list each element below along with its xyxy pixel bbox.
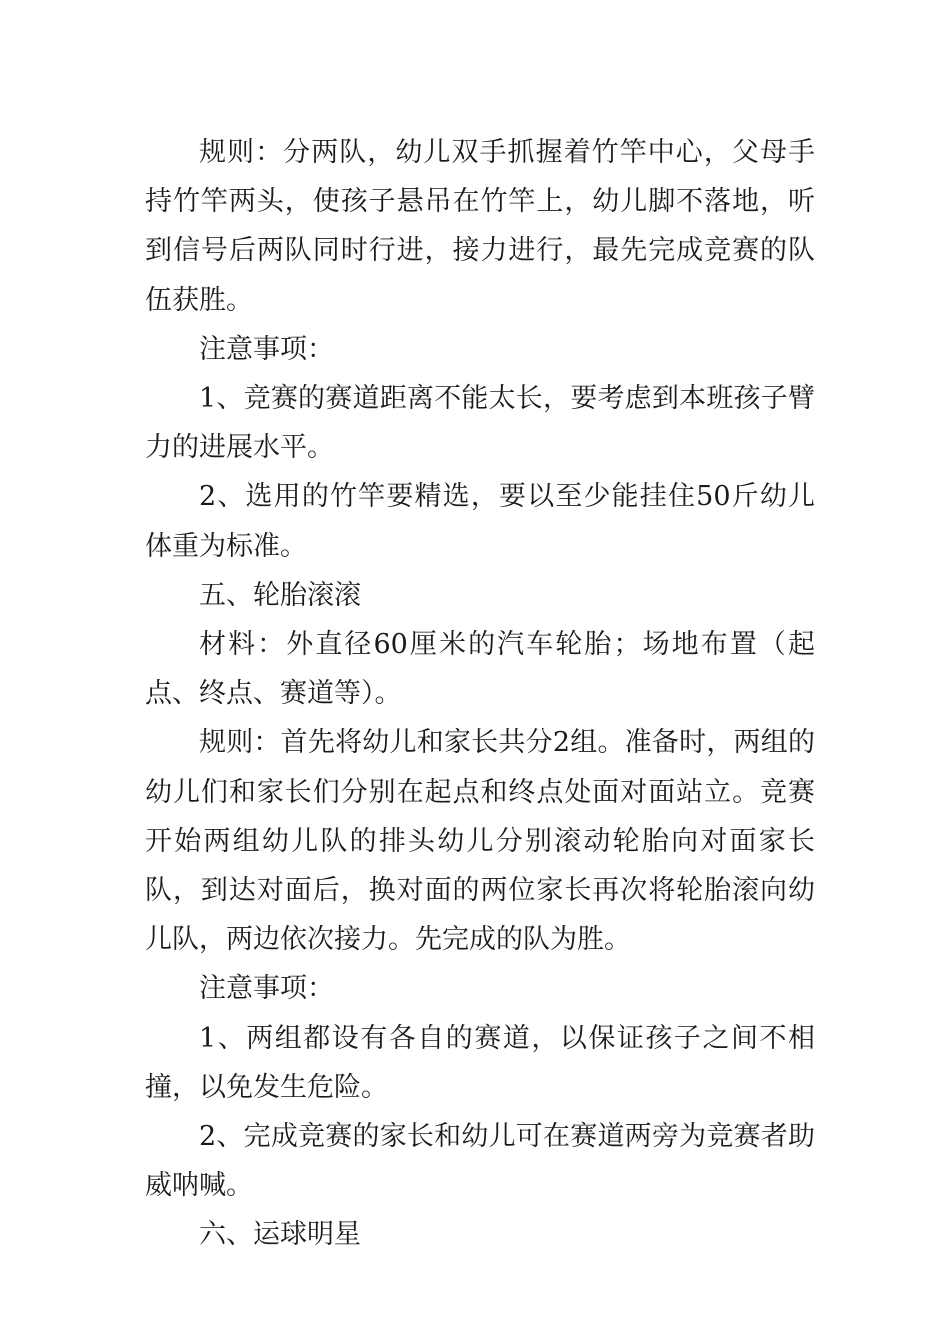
note-item-1: 1、竞赛的赛道距离不能太长，要考虑到本班孩子臂力的进展水平。	[145, 383, 815, 464]
rules-paragraph-tires: 规则：首先将幼儿和家长共分2组。准备时，两组的幼儿们和家长们分别在起点和终点处面对面站立。竞赛开始两组幼儿队的排头幼儿分别滚动轮胎向对面家长队，到达对面后，换对面的两位家长再次将轮胎滚向幼儿队，两边依次接力。先完成的队为胜。	[145, 727, 815, 956]
notes-heading: 注意事项：	[199, 973, 334, 1005]
note-item-2: 2、完成竞赛的家长和幼儿可在赛道两旁为竞赛者助威呐喊。	[145, 1121, 815, 1202]
note-item-2: 2、选用的竹竿要精选，要以至少能挂住50斤幼儿体重为标准。	[145, 481, 815, 562]
document-body	[145, 128, 815, 1260]
materials-paragraph: 材料：外直径60厘米的汽车轮胎；场地布置（起点、终点、赛道等）。	[145, 629, 815, 710]
note-item-1: 1、两组都设有各自的赛道，以保证孩子之间不相撞，以免发生危险。	[145, 1022, 815, 1103]
section-heading-6: 六、运球明星	[199, 1219, 361, 1251]
section-heading-5: 五、轮胎滚滚	[199, 579, 361, 611]
notes-heading: 注意事项：	[199, 333, 334, 365]
rules-paragraph-bamboo: 规则：分两队，幼儿双手抓握着竹竿中心，父母手持竹竿两头，使孩子悬吊在竹竿上，幼儿脚不落地，听到信号后两队同时行进，接力进行，最先完成竞赛的队伍获胜。	[145, 137, 815, 316]
